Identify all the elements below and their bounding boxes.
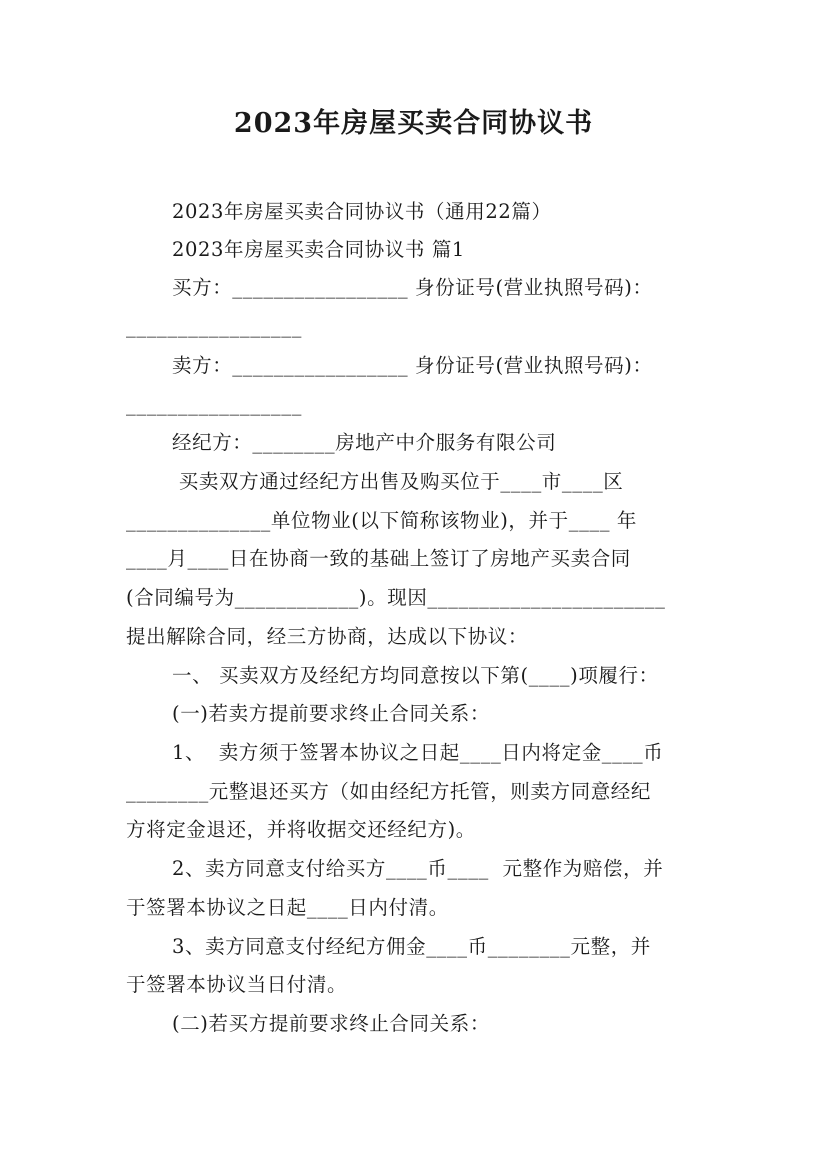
subclause-heading: (一)若卖方提前要求终止合同关系： [172,702,490,725]
clause-item-2-continued: 于签署本协议之日起____日内付清。 [126,896,449,919]
paragraph-line: ____月____日在协商一致的基础上签订了房地产买卖合同 [126,547,631,570]
subclause-heading: (二)若买方提前要求终止合同关系： [172,1012,490,1035]
paragraph-line: (合同编号为____________)。现因_______________________ [126,586,666,609]
clause-item-3: 3、卖方同意支付经纪方佣金____币________元整，并 [172,935,651,958]
paragraph-line: 提出解除合同，经三方协商，达成以下协议： [126,625,529,648]
document-title: 2023年房屋买卖合同协议书 [233,108,594,139]
clause-item-3-continued: 于签署本协议当日付清。 [126,973,348,996]
seller-line-continued: _________________ [126,393,302,416]
paragraph-line: ______________单位物业(以下简称该物业)，并于____ 年 [126,509,638,532]
buyer-line: 买方：_________________ 身份证号(营业执照号码)： [172,276,653,299]
paragraph-line: 买卖双方通过经纪方出售及购买位于____市____区 [172,470,624,493]
agent-line: 经纪方：________房地产中介服务有限公司 [172,431,557,454]
seller-line: 卖方：_________________ 身份证号(营业执照号码)： [172,354,653,377]
subtitle-line: 2023年房屋买卖合同协议书（通用22篇） [172,200,552,223]
clause-item-1-continued: ________元整退还买方（如由经纪方托管，则卖方同意经纪 [126,780,652,803]
clause-item-1: 1、 卖方须于签署本协议之日起____日内将定金____币 [172,741,664,764]
clause-item-2: 2、卖方同意支付给买方____币____ 元整作为赔偿，并 [172,857,664,880]
buyer-line-continued: _________________ [126,315,302,338]
clause-heading: 一、 买卖双方及经纪方均同意按以下第(____)项履行： [172,664,659,687]
section-heading: 2023年房屋买卖合同协议书 篇1 [172,238,465,261]
clause-item-1-continued: 方将定金退还，并将收据交还经纪方)。 [126,818,476,841]
